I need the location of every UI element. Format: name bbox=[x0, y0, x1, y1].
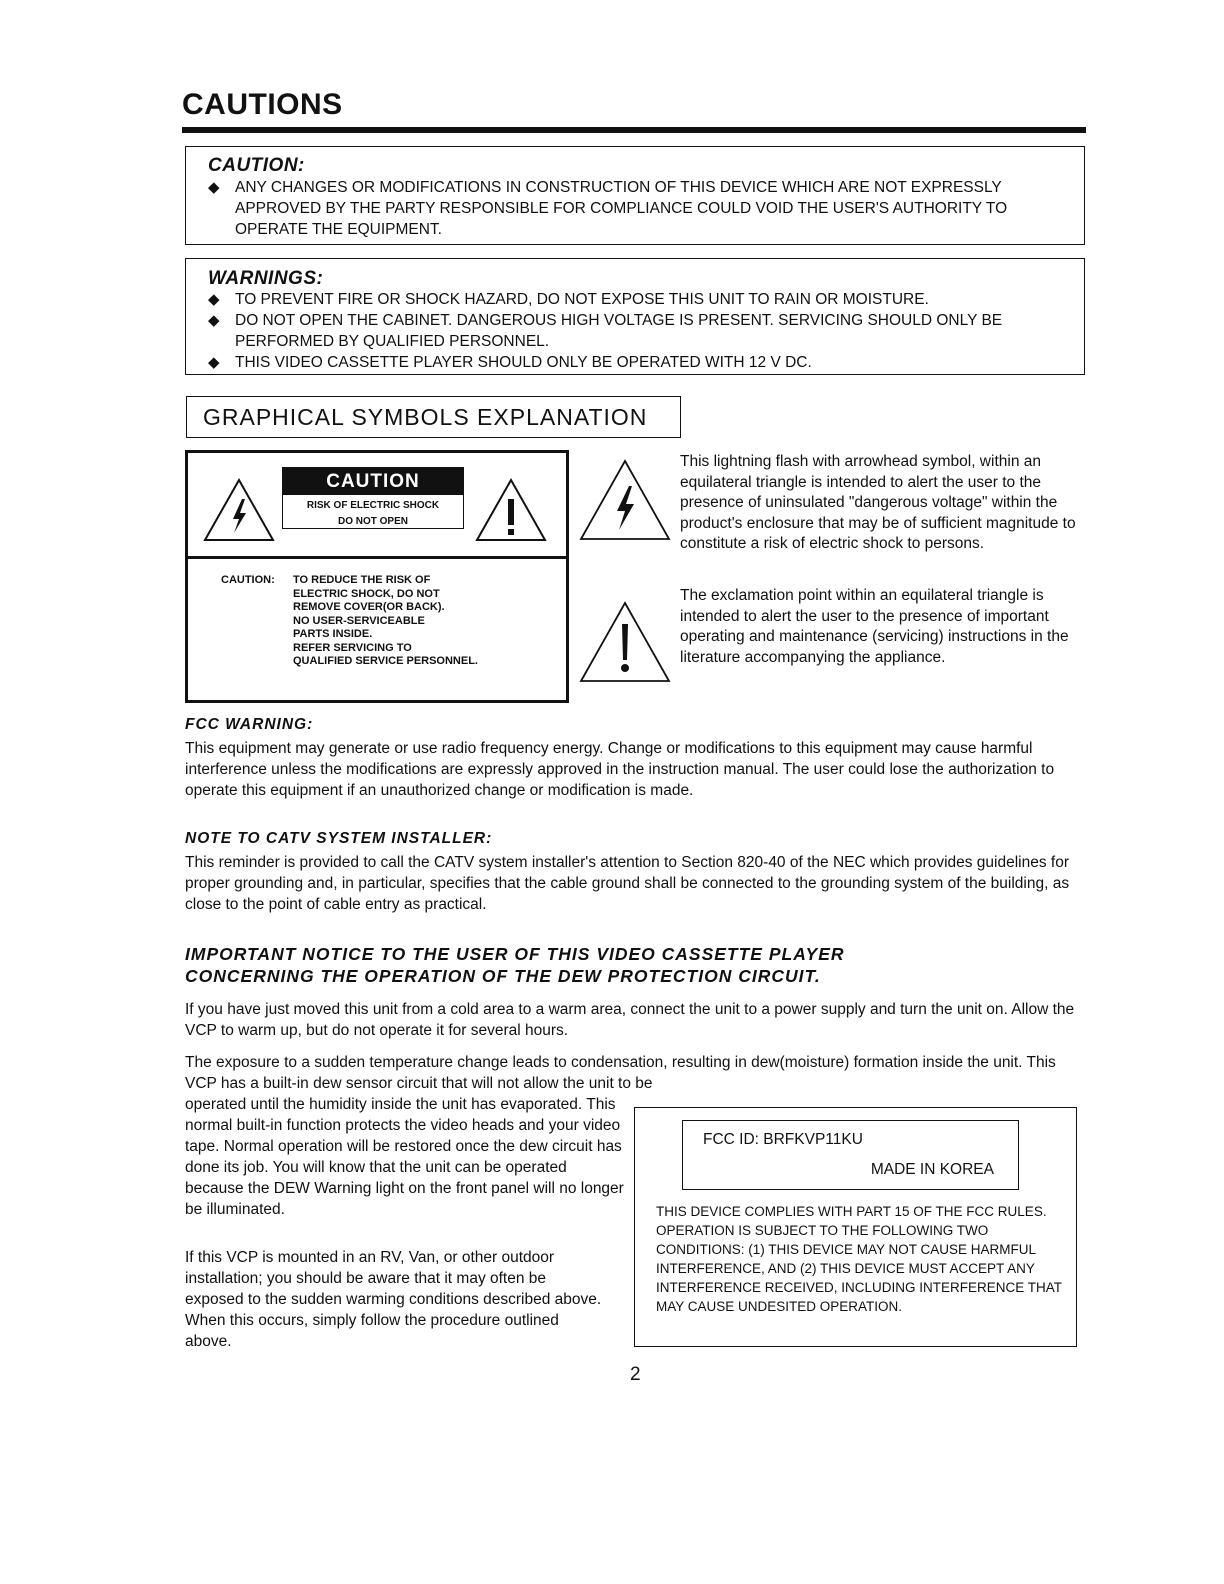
exclamation-triangle-icon bbox=[474, 477, 548, 543]
title-rule bbox=[182, 127, 1086, 133]
label-caution-line: PARTS INSIDE. bbox=[293, 628, 373, 640]
fcc-label-box bbox=[634, 1107, 1077, 1347]
symbols-section-title: GRAPHICAL SYMBOLS EXPLANATION bbox=[203, 404, 648, 430]
diamond-bullet-icon: ◆ bbox=[208, 291, 220, 308]
warning-item bbox=[208, 310, 1068, 352]
important-notice-paragraph: The exposure to a sudden temperature change leads to condensation, resulting in dew(moisture) formation inside the unit. This VCP has a built-in dew sensor circuit that will not allow the unit to be bbox=[185, 1054, 1056, 1092]
label-caution-lead: CAUTION: bbox=[221, 574, 275, 586]
label-caution-text bbox=[221, 574, 478, 669]
fcc-compliance-text: THIS DEVICE COMPLIES WITH PART 15 OF THE FCC RULES. OPERATION IS SUBJECT TO THE FOLLOWING TWO CONDITIONS: (1) THIS DEVICE MAY NOT CAUSE HARMFUL INTERFERENCE, AND (2) THIS DEVICE MUST ACCEPT ANY INTERFERENCE RECEIVED, INCLUDING INTERFERENCE THAT MAY CAUSE UNDESITED OPERATION. bbox=[656, 1204, 1062, 1314]
label-caution-line: REFER SERVICING TO bbox=[293, 641, 412, 654]
fcc-warning-text: This equipment may generate or use radio frequency energy. Change or modifications to this equipment may cause harmful interference unless the modifications are expressly approved in the instruction manual. The user could lose the authorization to operate this equipment if an unauthorized change or modification is made. bbox=[185, 740, 1055, 799]
lightning-symbol-icon bbox=[578, 458, 672, 542]
important-notice-paragraph: operated until the humidity inside the unit has evaporated. This normal built-in function protects the video heads and your video tape. Normal operation will be restored once the dew circuit has done its job. You will know that the unit can be operated because the DEW Warning light on the front panel will no longer be illuminated. bbox=[185, 1096, 624, 1218]
label-caution-line: TO REDUCE THE RISK OF bbox=[293, 574, 431, 586]
exclamation-symbol-icon bbox=[578, 600, 672, 684]
diamond-bullet-icon: ◆ bbox=[208, 354, 220, 371]
lightning-triangle-icon bbox=[202, 477, 276, 543]
label-inner-panel bbox=[282, 467, 464, 529]
symbols-section-box bbox=[186, 396, 681, 438]
label-caution-line: QUALIFIED SERVICE PERSONNEL. bbox=[293, 655, 478, 667]
fcc-id-box bbox=[682, 1120, 1019, 1190]
caution-item-text: ANY CHANGES OR MODIFICATIONS IN CONSTRUCTION OF THIS DEVICE WHICH ARE NOT EXPRESSLY APPROVED BY THE PARTY RESPONSIBLE FOR COMPLIANCE COULD VOID THE USER'S AUTHORITY TO OPERATE THE EQUIPMENT. bbox=[235, 179, 1008, 238]
important-notice-heading bbox=[185, 943, 845, 987]
warning-item-text: TO PREVENT FIRE OR SHOCK HAZARD, DO NOT EXPOSE THIS UNIT TO RAIN OR MOISTURE. bbox=[235, 291, 929, 308]
page-number: 2 bbox=[630, 1364, 641, 1385]
important-notice-paragraph: If this VCP is mounted in an RV, Van, or other outdoor installation; you should be aware that it may often be exposed to the sudden warming conditions described above. When this occurs, simply follow the procedure outlined above. bbox=[185, 1249, 602, 1350]
warning-item bbox=[208, 289, 1068, 310]
label-caution-line: ELECTRIC SHOCK, DO NOT bbox=[293, 587, 440, 600]
made-in-label: MADE IN KOREA bbox=[870, 1161, 994, 1178]
warning-item-text: DO NOT OPEN THE CABINET. DANGEROUS HIGH VOLTAGE IS PRESENT. SERVICING SHOULD ONLY BE PERFORMED BY QUALIFIED PERSONNEL. bbox=[235, 312, 1003, 350]
warning-item bbox=[208, 352, 1068, 373]
caution-item bbox=[208, 177, 1058, 240]
label-risk-text: RISK OF ELECTRIC SHOCK bbox=[306, 500, 440, 511]
warning-item-text: THIS VIDEO CASSETTE PLAYER SHOULD ONLY BE OPERATED WITH 12 V DC. bbox=[235, 354, 812, 371]
catv-note-text: This reminder is provided to call the CATV system installer's attention to Section 820-40 of the NEC which provides guidelines for proper grounding and, in particular, specifies that the cable ground shall be connected to the grounding system of the building, as close to the point of cable entry as practical. bbox=[185, 854, 1070, 913]
catv-note-heading: NOTE TO CATV SYSTEM INSTALLER: bbox=[185, 830, 493, 847]
fcc-id: FCC ID: BRFKVP11KU bbox=[703, 1131, 863, 1148]
page-title: CAUTIONS bbox=[182, 88, 343, 121]
fcc-warning-heading: FCC WARNING: bbox=[185, 716, 314, 733]
label-caution-line: REMOVE COVER(OR BACK). bbox=[293, 601, 445, 613]
diamond-bullet-icon: ◆ bbox=[208, 179, 220, 196]
exclamation-explanation: The exclamation point within an equilateral triangle is intended to alert the user to the presence of important operating and maintenance (servicing) instructions in the literature accompanying the appliance. bbox=[680, 587, 1069, 666]
caution-heading: CAUTION: bbox=[208, 155, 305, 176]
diamond-bullet-icon: ◆ bbox=[208, 312, 220, 329]
label-open-text: DO NOT OPEN bbox=[337, 516, 408, 527]
important-notice-paragraph: If you have just moved this unit from a cold area to a warm area, connect the unit to a power supply and turn the unit on. Allow the VCP to warm up, but do not operate it for several hours. bbox=[185, 1001, 1075, 1039]
lightning-explanation: This lightning flash with arrowhead symbol, within an equilateral triangle is intended to alert the user to the presence of uninsulated "dangerous voltage" within the product's enclosure that may be of sufficient magnitude to constitute a risk of electric shock to persons. bbox=[680, 453, 1076, 552]
label-caution-bar: CAUTION bbox=[283, 468, 463, 495]
label-divider bbox=[188, 556, 566, 559]
warnings-box bbox=[185, 258, 1085, 375]
important-notice-heading-line: IMPORTANT NOTICE TO THE USER OF THIS VIDEO CASSETTE PLAYER bbox=[185, 944, 845, 964]
warning-label bbox=[185, 450, 569, 703]
warnings-heading: WARNINGS: bbox=[208, 268, 324, 289]
label-caution-line: NO USER-SERVICEABLE bbox=[293, 614, 425, 627]
important-notice-heading-line: CONCERNING THE OPERATION OF THE DEW PROTECTION CIRCUIT. bbox=[185, 966, 821, 986]
caution-box bbox=[185, 146, 1085, 245]
